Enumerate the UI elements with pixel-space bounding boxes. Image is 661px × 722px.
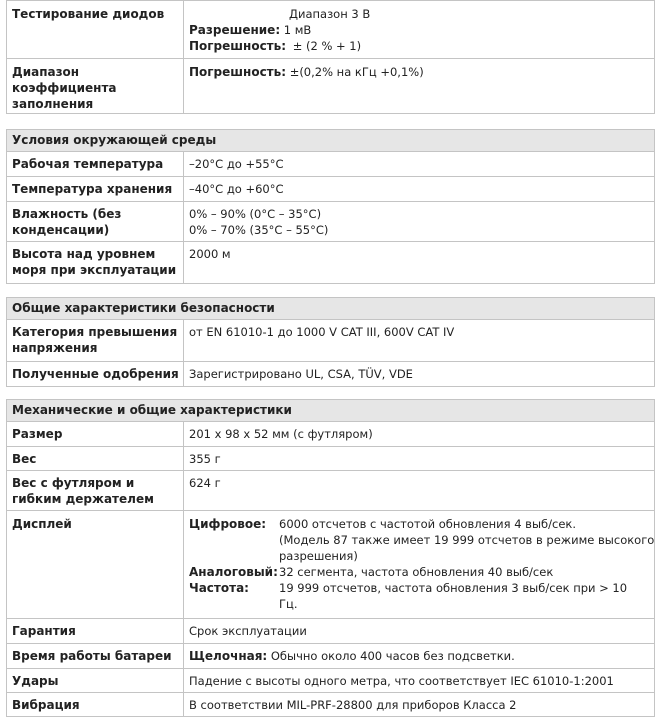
- spec-value: Зарегистрировано UL, CSA, TÜV, VDE: [189, 367, 413, 381]
- spec-value-cell: [184, 447, 654, 470]
- battery-line: [189, 648, 654, 664]
- spec-value-cell: [184, 152, 654, 176]
- spec-value-cell: [184, 177, 654, 201]
- duty-accuracy-label: Погрешность:: [189, 65, 287, 79]
- spec-value: от EN 61010-1 до 1000 V CAT III, 600V CAT IV: [189, 325, 455, 339]
- spec-value-cell: [184, 471, 654, 510]
- spec-table-measurements: [6, 0, 655, 114]
- spec-label: Вес с футляром и гибким держателем: [12, 476, 154, 506]
- spec-value: –20°C до +55°C: [189, 157, 284, 171]
- spec-row-storage-temperature: [7, 177, 654, 202]
- spec-value: 2000 м: [189, 247, 231, 261]
- diode-range-line: [189, 6, 654, 22]
- duty-accuracy-value: ±(0,2% на кГц +0,1%): [289, 65, 424, 79]
- spec-label: Вес: [12, 452, 37, 466]
- spec-label: Высота над уровнем моря при эксплуатации: [12, 247, 177, 277]
- spec-value: 624 г: [189, 476, 221, 490]
- spec-label-cell: [7, 152, 184, 176]
- spec-row-display: [7, 511, 654, 619]
- section-title: Общие характеристики безопасности: [12, 301, 275, 315]
- spec-row-humidity: [7, 202, 654, 242]
- battery-type-label: Щелочная:: [189, 649, 268, 663]
- spec-value-cell: [184, 619, 654, 643]
- spec-row-warranty: [7, 619, 654, 644]
- spec-label-cell: [7, 202, 184, 241]
- spec-value: 201 x 98 x 52 мм (с футляром): [189, 427, 373, 441]
- section-header: [7, 298, 654, 320]
- spec-value-cell: [184, 362, 654, 386]
- spec-value: –40°C до +60°C: [189, 182, 284, 196]
- spec-value: 0% – 90% (0°C – 35°C) 0% – 70% (35°C – 55°C): [189, 207, 329, 237]
- spec-label: Размер: [12, 427, 63, 441]
- spec-label-cell: [7, 422, 184, 446]
- diode-range-value: Диапазон 3 В: [289, 7, 371, 21]
- spec-row-altitude: [7, 242, 654, 284]
- spec-label-cell: [7, 669, 184, 692]
- spec-row-size: [7, 422, 654, 447]
- spec-value-cell: [184, 511, 654, 618]
- display-digital-value: 6000 отсчетов с частотой обновления 4 выб/сек. (Модель 87 также имеет 19 999 отсчетов в режиме высокого разрешения): [279, 517, 654, 563]
- spec-value-cell: [184, 242, 654, 283]
- spec-label: Температура хранения: [12, 182, 173, 196]
- spec-label: Рабочая температура: [12, 157, 164, 171]
- spec-label-cell: [7, 693, 184, 716]
- spec-label: Удары: [12, 674, 59, 688]
- spec-label-cell: [7, 177, 184, 201]
- display-analog-label: Аналоговый:: [189, 565, 278, 579]
- spec-label-cell: [7, 242, 184, 283]
- spec-value: Срок эксплуатации: [189, 624, 307, 638]
- spec-row-duty-cycle: [7, 59, 654, 114]
- spec-row-weight-with-case: [7, 471, 654, 511]
- display-analog-value: 32 сегмента, частота обновления 40 выб/сек: [279, 565, 554, 579]
- spec-table-environment: [6, 129, 655, 284]
- section-header: [7, 130, 654, 152]
- diode-accuracy-label: Погрешность:: [189, 39, 287, 53]
- spec-row-shock: [7, 669, 654, 693]
- spec-row-battery-life: [7, 644, 654, 669]
- spec-row-operating-temperature: [7, 152, 654, 177]
- diode-accuracy-line: [189, 38, 654, 54]
- spec-label-cell: [7, 511, 184, 618]
- display-digital-label: Цифровое:: [189, 517, 267, 531]
- spec-label-cell: [7, 59, 184, 113]
- spec-label-cell: [7, 362, 184, 386]
- spec-value-cell: [184, 202, 654, 241]
- spec-label-cell: [7, 1, 184, 58]
- spec-label: Гарантия: [12, 624, 76, 638]
- spec-label: Время работы батареи: [12, 649, 172, 663]
- spec-label: Вибрация: [12, 698, 80, 712]
- spec-value-cell: [184, 320, 654, 361]
- spec-value: Обычно около 400 часов без подсветки.: [270, 649, 515, 663]
- diode-resolution-label: Разрешение:: [189, 23, 281, 37]
- spec-value-cell: [184, 669, 654, 692]
- spec-label: Полученные одобрения: [12, 367, 179, 381]
- spec-value-cell: [184, 422, 654, 446]
- section-title: Механические и общие характеристики: [12, 403, 292, 417]
- spec-row-diode-test: [7, 1, 654, 59]
- spec-row-weight: [7, 447, 654, 471]
- diode-accuracy-value: ± (2 % + 1): [292, 39, 362, 53]
- spec-label-cell: [7, 320, 184, 361]
- duty-accuracy-line: [189, 64, 654, 80]
- display-frequency-value: 19 999 отсчетов, частота обновления 3 выб/сек при > 10 Гц.: [279, 581, 628, 611]
- spec-value-cell: [184, 693, 654, 716]
- spec-label-cell: [7, 619, 184, 643]
- spec-value-cell: [184, 644, 654, 668]
- spec-value: В соответствии MIL-PRF-28800 для приборов Класса 2: [189, 698, 517, 712]
- spec-label: Категория превышения напряжения: [12, 325, 178, 355]
- spec-value: Падение с высоты одного метра, что соответствует IEC 61010-1:2001: [189, 674, 614, 688]
- diode-resolution-line: [189, 22, 654, 38]
- display-spec-grid: [189, 516, 654, 612]
- spec-label: Влажность (без конденсации): [12, 207, 122, 237]
- display-frequency-label: Частота:: [189, 581, 249, 595]
- diode-resolution-value: 1 мВ: [283, 23, 312, 37]
- spec-label-cell: [7, 471, 184, 510]
- spec-row-approvals: [7, 362, 654, 387]
- spec-label: Дисплей: [12, 517, 72, 531]
- spec-label-cell: [7, 447, 184, 470]
- spec-value: 355 г: [189, 452, 221, 466]
- spec-table-mechanical: [6, 399, 655, 717]
- section-header: [7, 400, 654, 422]
- spec-table-safety: [6, 297, 655, 387]
- spec-label-cell: [7, 644, 184, 668]
- spec-value-cell: [184, 1, 654, 58]
- spec-value-cell: [184, 59, 654, 113]
- spec-row-vibration: [7, 693, 654, 717]
- spec-row-overvoltage-category: [7, 320, 654, 362]
- section-title: Условия окружающей среды: [12, 133, 217, 147]
- spec-label: Тестирование диодов: [12, 7, 165, 21]
- spec-label: Диапазон коэффициента заполнения: [12, 65, 117, 111]
